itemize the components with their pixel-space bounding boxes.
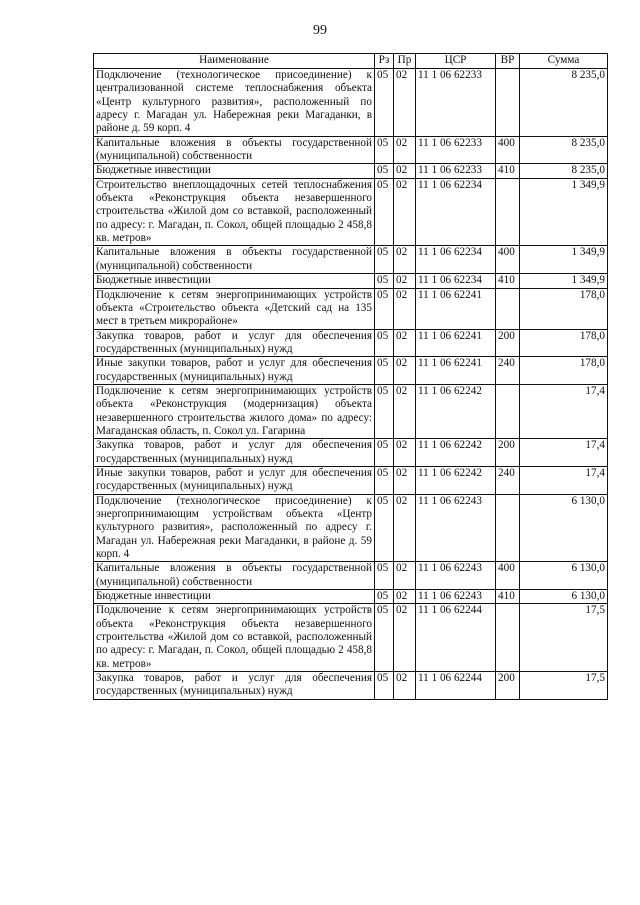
cell-csr: 11 1 06 62244 bbox=[416, 672, 496, 700]
cell-rz: 05 bbox=[375, 164, 394, 178]
table-row bbox=[94, 178, 608, 246]
table-row bbox=[94, 466, 608, 494]
cell-pr: 02 bbox=[394, 164, 416, 178]
table-header-row bbox=[94, 54, 608, 69]
cell-pr: 02 bbox=[394, 274, 416, 288]
cell-vr: 200 bbox=[496, 672, 520, 700]
cell-rz: 05 bbox=[375, 246, 394, 274]
cell-rz: 05 bbox=[375, 274, 394, 288]
cell-pr: 02 bbox=[394, 136, 416, 164]
cell-csr: 11 1 06 62242 bbox=[416, 384, 496, 438]
cell-rz: 05 bbox=[375, 494, 394, 562]
cell-rz: 05 bbox=[375, 672, 394, 700]
cell-sum: 178,0 bbox=[520, 288, 608, 329]
table-row bbox=[94, 329, 608, 357]
cell-vr: 400 bbox=[496, 562, 520, 590]
table-row bbox=[94, 672, 608, 700]
table-row bbox=[94, 439, 608, 467]
cell-rz: 05 bbox=[375, 69, 394, 137]
cell-sum: 178,0 bbox=[520, 329, 608, 357]
cell-csr: 11 1 06 62234 bbox=[416, 274, 496, 288]
cell-name: Бюджетные инвестиции bbox=[94, 274, 375, 288]
cell-sum: 17,4 bbox=[520, 384, 608, 438]
cell-csr: 11 1 06 62233 bbox=[416, 164, 496, 178]
table-row bbox=[94, 590, 608, 604]
header-vr: ВР bbox=[496, 54, 520, 69]
cell-rz: 05 bbox=[375, 136, 394, 164]
cell-name: Подключение к сетям энергопринимающих устройств объекта «Строительство объекта «Детский сад на 135 мест в третьем микрорайоне» bbox=[94, 288, 375, 329]
cell-csr: 11 1 06 62241 bbox=[416, 288, 496, 329]
cell-sum: 1 349,9 bbox=[520, 274, 608, 288]
cell-sum: 8 235,0 bbox=[520, 136, 608, 164]
header-rz: Рз bbox=[375, 54, 394, 69]
cell-pr: 02 bbox=[394, 439, 416, 467]
cell-vr: 200 bbox=[496, 439, 520, 467]
cell-rz: 05 bbox=[375, 288, 394, 329]
cell-name: Капитальные вложения в объекты государственной (муниципальной) собственности bbox=[94, 246, 375, 274]
cell-name: Закупка товаров, работ и услуг для обеспечения государственных (муниципальных) нужд bbox=[94, 329, 375, 357]
cell-name: Закупка товаров, работ и услуг для обеспечения государственных (муниципальных) нужд bbox=[94, 439, 375, 467]
cell-vr bbox=[496, 69, 520, 137]
cell-rz: 05 bbox=[375, 439, 394, 467]
table-row bbox=[94, 494, 608, 562]
cell-vr: 410 bbox=[496, 274, 520, 288]
cell-vr bbox=[496, 178, 520, 246]
cell-csr: 11 1 06 62243 bbox=[416, 590, 496, 604]
table-row bbox=[94, 136, 608, 164]
cell-name: Иные закупки товаров, работ и услуг для обеспечения государственных (муниципальных) нужд bbox=[94, 466, 375, 494]
cell-csr: 11 1 06 62233 bbox=[416, 69, 496, 137]
cell-pr: 02 bbox=[394, 329, 416, 357]
cell-pr: 02 bbox=[394, 466, 416, 494]
cell-vr bbox=[496, 384, 520, 438]
cell-vr: 400 bbox=[496, 246, 520, 274]
cell-name: Подключение (технологическое присоединение) к централизованной системе теплоснабжения объекта «Центр культурного развития», расположенный по адресу г. Магадан ул. Набережная реки Магаданки, в районе д. 59 корп. 4 bbox=[94, 69, 375, 137]
cell-pr: 02 bbox=[394, 604, 416, 672]
cell-vr: 200 bbox=[496, 329, 520, 357]
cell-rz: 05 bbox=[375, 590, 394, 604]
table-row bbox=[94, 288, 608, 329]
cell-csr: 11 1 06 62242 bbox=[416, 466, 496, 494]
cell-vr bbox=[496, 604, 520, 672]
cell-sum: 17,5 bbox=[520, 604, 608, 672]
cell-csr: 11 1 06 62234 bbox=[416, 178, 496, 246]
cell-rz: 05 bbox=[375, 604, 394, 672]
cell-sum: 17,5 bbox=[520, 672, 608, 700]
cell-pr: 02 bbox=[394, 246, 416, 274]
budget-table bbox=[93, 53, 608, 700]
cell-pr: 02 bbox=[394, 590, 416, 604]
cell-csr: 11 1 06 62243 bbox=[416, 494, 496, 562]
table-row bbox=[94, 384, 608, 438]
cell-name: Иные закупки товаров, работ и услуг для обеспечения государственных (муниципальных) нужд bbox=[94, 357, 375, 385]
cell-pr: 02 bbox=[394, 384, 416, 438]
cell-name: Закупка товаров, работ и услуг для обеспечения государственных (муниципальных) нужд bbox=[94, 672, 375, 700]
cell-pr: 02 bbox=[394, 562, 416, 590]
table-row bbox=[94, 562, 608, 590]
cell-rz: 05 bbox=[375, 178, 394, 246]
cell-pr: 02 bbox=[394, 672, 416, 700]
header-pr: Пр bbox=[394, 54, 416, 69]
cell-name: Бюджетные инвестиции bbox=[94, 590, 375, 604]
table-row bbox=[94, 357, 608, 385]
cell-sum: 6 130,0 bbox=[520, 562, 608, 590]
cell-sum: 178,0 bbox=[520, 357, 608, 385]
cell-vr: 240 bbox=[496, 357, 520, 385]
cell-rz: 05 bbox=[375, 562, 394, 590]
cell-sum: 1 349,9 bbox=[520, 246, 608, 274]
cell-pr: 02 bbox=[394, 494, 416, 562]
cell-csr: 11 1 06 62241 bbox=[416, 329, 496, 357]
cell-vr: 240 bbox=[496, 466, 520, 494]
table-row bbox=[94, 69, 608, 137]
cell-csr: 11 1 06 62243 bbox=[416, 562, 496, 590]
cell-pr: 02 bbox=[394, 178, 416, 246]
table-row bbox=[94, 274, 608, 288]
cell-sum: 17,4 bbox=[520, 439, 608, 467]
cell-rz: 05 bbox=[375, 384, 394, 438]
cell-vr bbox=[496, 494, 520, 562]
cell-pr: 02 bbox=[394, 357, 416, 385]
header-csr: ЦСР bbox=[416, 54, 496, 69]
cell-sum: 8 235,0 bbox=[520, 164, 608, 178]
cell-csr: 11 1 06 62242 bbox=[416, 439, 496, 467]
cell-rz: 05 bbox=[375, 329, 394, 357]
cell-csr: 11 1 06 62233 bbox=[416, 136, 496, 164]
cell-vr: 410 bbox=[496, 590, 520, 604]
cell-rz: 05 bbox=[375, 466, 394, 494]
cell-pr: 02 bbox=[394, 69, 416, 137]
header-sum: Сумма bbox=[520, 54, 608, 69]
cell-sum: 6 130,0 bbox=[520, 494, 608, 562]
cell-sum: 6 130,0 bbox=[520, 590, 608, 604]
table-row bbox=[94, 164, 608, 178]
cell-name: Капитальные вложения в объекты государственной (муниципальной) собственности bbox=[94, 562, 375, 590]
cell-name: Подключение к сетям энергопринимающих устройств объекта «Реконструкция объекта незавершенного строительства «Жилой дом со вставкой, расположенный по адресу: г. Магадан, п. Сокол, общей площадью 2 458,8 кв. метров» bbox=[94, 604, 375, 672]
cell-name: Подключение к сетям энергопринимающих устройств объекта «Реконструкция (модернизация) объекта незавершенного строительства жилого дома» по адресу: Магаданская область, п. Сокол ул. Гагарина bbox=[94, 384, 375, 438]
cell-vr: 400 bbox=[496, 136, 520, 164]
cell-csr: 11 1 06 62241 bbox=[416, 357, 496, 385]
page-number: 99 bbox=[313, 23, 327, 38]
table-row bbox=[94, 604, 608, 672]
cell-sum: 17,4 bbox=[520, 466, 608, 494]
cell-name: Строительство внеплощадочных сетей теплоснабжения объекта «Реконструкция объекта незавершенного строительства «Жилой дом со вставкой, расположенный по адресу: г. Магадан, п. Сокол, общей площадью 2 458,8 кв. метров» bbox=[94, 178, 375, 246]
cell-name: Бюджетные инвестиции bbox=[94, 164, 375, 178]
cell-vr bbox=[496, 288, 520, 329]
cell-name: Подключение (технологическое присоединение) к энергопринимающим устройствам объекта «Центр культурного развития», расположенный по адресу г. Магадан ул. Набережная реки Магаданки, в районе д. 59 корп. 4 bbox=[94, 494, 375, 562]
cell-name: Капитальные вложения в объекты государственной (муниципальной) собственности bbox=[94, 136, 375, 164]
cell-vr: 410 bbox=[496, 164, 520, 178]
table-row bbox=[94, 246, 608, 274]
header-name: Наименование bbox=[94, 54, 375, 69]
cell-csr: 11 1 06 62234 bbox=[416, 246, 496, 274]
cell-pr: 02 bbox=[394, 288, 416, 329]
cell-sum: 1 349,9 bbox=[520, 178, 608, 246]
cell-rz: 05 bbox=[375, 357, 394, 385]
cell-sum: 8 235,0 bbox=[520, 69, 608, 137]
cell-csr: 11 1 06 62244 bbox=[416, 604, 496, 672]
